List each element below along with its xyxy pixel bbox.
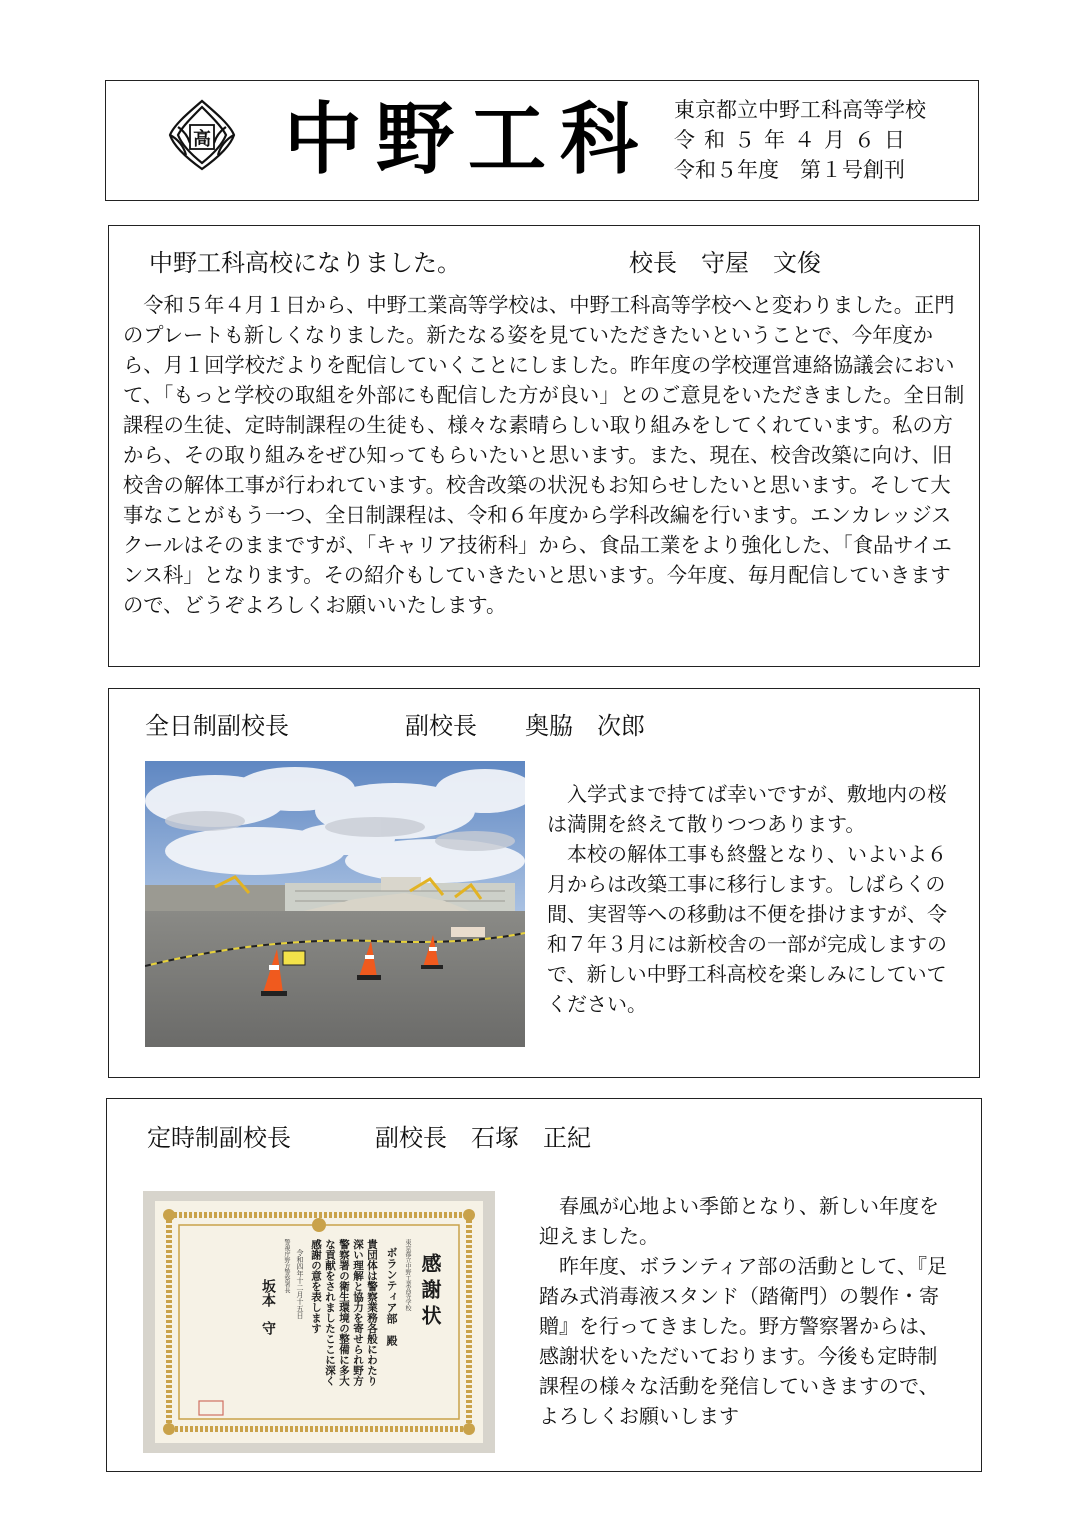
fulltime-body bbox=[547, 779, 959, 1019]
fulltime-author: 副校長 奥脇 次郎 bbox=[405, 712, 645, 740]
issue-info bbox=[674, 95, 926, 185]
certificate-recipient: ボランティア部 殿 bbox=[385, 1247, 398, 1346]
parttime-author: 副校長 石塚 正紀 bbox=[375, 1124, 591, 1152]
svg-text:高: 高 bbox=[193, 129, 211, 150]
issue-date: 令和５年４月６日 bbox=[674, 128, 914, 152]
fulltime-paragraph-1: 入学式まで持てば幸いですが、敷地内の桜は満開を終えて散りつつあります。 bbox=[547, 782, 947, 836]
parttime-paragraph-2: 昨年度、ボランティア部の活動として、『足踏み式消毒液スタンド（踏衛門）の製作・寄贈』を行ってきました。野方警察署からは、感謝状をいただいております。今後も定時制課程の様々な活動を発信していきますので、よろしくお願いします bbox=[539, 1254, 947, 1428]
newsletter-header bbox=[105, 80, 979, 201]
principal-author: 校長 守屋 文俊 bbox=[629, 249, 821, 277]
fulltime-paragraph-2: 本校の解体工事も終盤となり、いよいよ６月からは改築工事に移行します。しばらくの間、実習等への移動は不便を掛けますが、令和７年３月には新校舎の一部が完成しますので、新しい中野工科高校を楽しみにしていてください。 bbox=[547, 842, 947, 1016]
certificate-heading: 感謝状 bbox=[418, 1253, 442, 1331]
construction-site-photo bbox=[145, 761, 525, 1047]
school-name: 東京都立中野工科高等学校 bbox=[674, 98, 926, 122]
certificate-signer: 坂本 守 bbox=[260, 1279, 276, 1335]
issue-number: 令和５年度 第１号創刊 bbox=[674, 158, 905, 182]
principal-message-section bbox=[108, 225, 980, 667]
appreciation-certificate-photo bbox=[143, 1191, 495, 1453]
school-emblem-icon bbox=[164, 97, 240, 173]
fulltime-section-title: 全日制副校長 bbox=[145, 712, 289, 740]
certificate-school: 東京都立中野工業高等学校 bbox=[404, 1239, 411, 1311]
certificate-text: 貴団体は警察業務各般にわたり深い理解と協力を寄せられ野方警察署の衛生環境の整備に多大な貢献をされましたここに深く感謝の意を表します bbox=[310, 1239, 378, 1386]
certificate-date: 令和四年十二月十五日 bbox=[296, 1249, 304, 1319]
newsletter-title: 中野工科 bbox=[284, 94, 653, 185]
parttime-vice-principal-section bbox=[106, 1098, 982, 1472]
certificate-issuer: 警視庁野方警察署長 bbox=[283, 1239, 290, 1293]
fulltime-vice-principal-section bbox=[108, 688, 980, 1078]
principal-section-title: 中野工科高校になりました。 bbox=[149, 249, 461, 277]
certificate-content bbox=[193, 1239, 445, 1409]
parttime-body bbox=[539, 1191, 957, 1431]
principal-body-text: 令和５年４月１日から、中野工業高等学校は、中野工科高等学校へと変わりました。正門のプレートも新しくなりました。新たなる姿を見ていただきたいということで、今年度から、月１回学校だよりを配信していくことにしました。昨年度の学校運営連絡協議会において、「もっと学校の取組を外部にも配信した方が良い」とのご意見をいただきました。全日制課程の生徒、定時制課程の生徒も、様々な素晴らしい取り組みをしてくれています。私の方から、その取り組みをぜひ知ってもらいたいと思います。また、現在、校舎改築に向け、旧校舎の解体工事が行われています。校舎改築の状況もお知らせしたいと思います。そして大事なことがもう一つ、全日制課程は、令和６年度から学科改編を行います。エンカレッジスクールはそのままですが、「キャリア技術科」から、食品工業をより強化した、「食品サイエンス科」となります。その紹介もしていきたいと思います。今年度、毎月配信していきますので、どうぞよろしくお願いいたします。 bbox=[123, 293, 965, 617]
principal-body bbox=[123, 290, 969, 620]
parttime-section-title: 定時制副校長 bbox=[147, 1124, 291, 1152]
parttime-paragraph-1: 春風が心地よい季節となり、新しい年度を迎えました。 bbox=[539, 1194, 939, 1248]
